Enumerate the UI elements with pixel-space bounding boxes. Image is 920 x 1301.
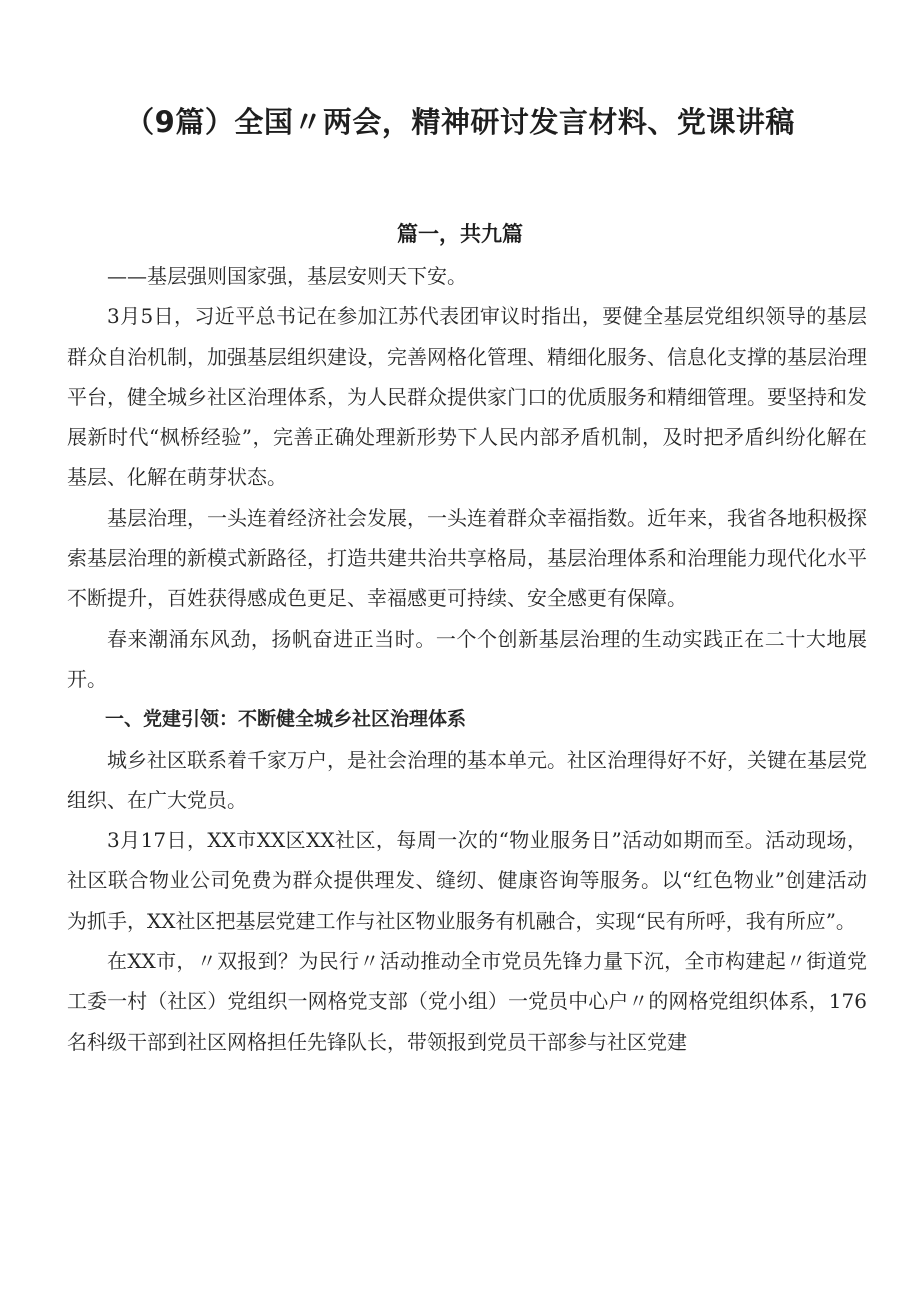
paragraph-3: 春来潮涌东风劲，扬帆奋进正当时。一个个创新基层治理的生动实践正在二十大地展开。 (67, 626, 867, 691)
paragraph-6: 在XX市，〃双报到？为民行〃活动推动全市党员先锋力量下沉，全市构建起〃街道党工委一村（社区）党组织一网格党支部（党小组）一党员中心户〃的网格党组织体系，176名科级干部到社区网格担任先锋队长，带领报到党员干部参与社区党建 (67, 949, 867, 1054)
section-heading-1: 一、党建引领：不断健全城乡社区治理体系 (105, 708, 467, 731)
paragraph-2: 基层治理，一头连着经济社会发展，一头连着群众幸福指数。近年来，我省各地积极探索基层治理的新模式新路径，打造共建共治共享格局，基层治理体系和治理能力现代化水平不断提升，百姓获得感成色更足、幸福感更可持续、安全感更有保障。 (67, 505, 867, 611)
subtitle-quote: ——基层强则国家强，基层安则天下安。 (107, 264, 467, 288)
paragraph-1: 3月5日，习近平总书记在参加江苏代表团审议时指出，要健全基层党组织领导的基层群众自治机制，加强基层组织建设，完善网格化管理、精细化服务、信息化支撑的基层治理平台，健全城乡社区治理体系，为人民群众提供家门口的优质服务和精细管理。要坚持和发展新时代“枫桥经验”，完善正确处理新形势下人民内部矛盾机制，及时把矛盾纠纷化解在基层、化解在萌芽状态。 (67, 304, 867, 490)
paragraph-4: 城乡社区联系着千家万户，是社会治理的基本单元。社区治理得好不好，关键在基层党组织、在广大党员。 (67, 747, 867, 812)
paragraph-5: 3月17日，XX市XX区XX社区，每周一次的“物业服务日”活动如期而至。活动现场，社区联合物业公司免费为群众提供理发、缝纫、健康咨询等服务。以“红色物业”创建活动为抓手，XX社区把基层党建工作与社区物业服务有机融合，实现“民有所呼，我有所应”。 (67, 828, 867, 933)
document-title: （9篇）全国〃两会，精神研讨发言材料、党课讲稿 (125, 105, 795, 139)
section-title: 篇一，共九篇 (397, 222, 523, 246)
document-body (67, 256, 867, 1062)
